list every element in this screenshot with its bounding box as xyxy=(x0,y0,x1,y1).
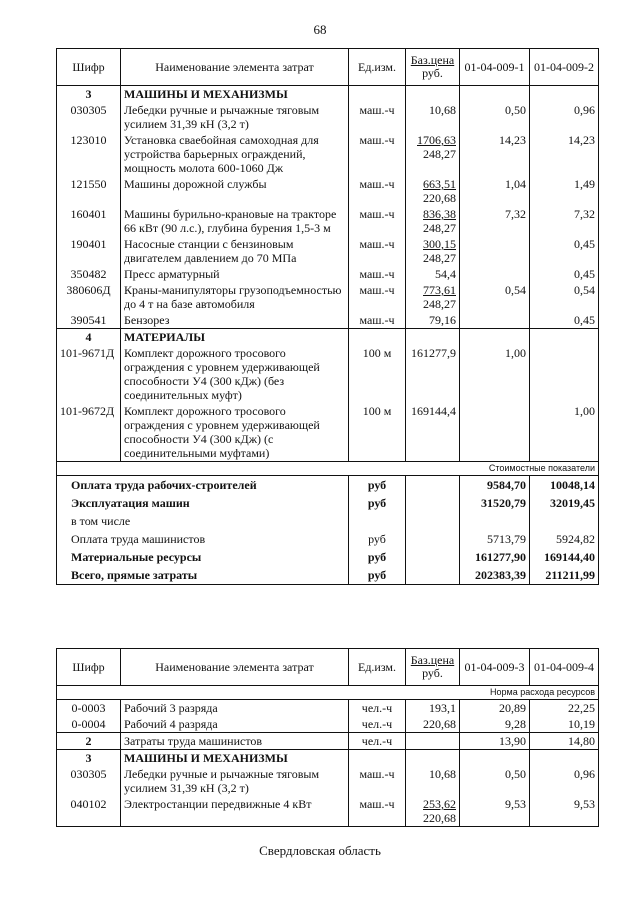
resource-code: 390541 xyxy=(57,312,121,329)
header-col-3: 01-04-009-3 xyxy=(460,649,530,686)
empty-cell xyxy=(460,750,530,767)
section-number: 3 xyxy=(57,750,121,767)
resource-name: Машины дорожной службы xyxy=(121,176,349,206)
header-unit: Ед.изм. xyxy=(349,49,406,86)
resource-row xyxy=(57,766,599,796)
resource-name: Лебедки ручные и рычажные тяговым усилием 31,39 кН (3,2 т) xyxy=(121,766,349,796)
resource-name: Краны-манипуляторы грузоподъемностью до 4 т на базе автомобиля xyxy=(121,282,349,312)
resource-unit: маш.-ч xyxy=(349,312,406,329)
page-number: 68 xyxy=(313,22,327,37)
total-value-1: 31520,79 xyxy=(460,494,530,512)
base-price: 300,15 xyxy=(423,237,456,251)
value-col-1: 13,90 xyxy=(460,733,530,750)
resource-name: Рабочий 3 разряда xyxy=(121,700,349,717)
value-col-2: 0,45 xyxy=(530,236,599,266)
resource-name: Лебедки ручные и рычажные тяговым усилием 31,39 кН (3,2 т) xyxy=(121,102,349,132)
total-label: Эксплуатация машин xyxy=(57,494,349,512)
base-price-cell: 54,4 xyxy=(406,266,460,282)
resource-unit: маш.-ч xyxy=(349,236,406,266)
total-row xyxy=(57,530,599,548)
total-value-1: 161277,90 xyxy=(460,548,530,566)
resource-name: Комплект дорожного тросового ограждения с уровнем удерживающей способности У4 (300 кДж) (без соединительных муфт) xyxy=(121,345,349,403)
resource-row xyxy=(57,312,599,329)
resource-table-1 xyxy=(56,48,599,585)
value-col-2: 1,49 xyxy=(530,176,599,206)
total-unit: руб xyxy=(349,530,406,548)
resource-unit: чел.-ч xyxy=(349,700,406,717)
resource-row xyxy=(57,282,599,312)
resource-row xyxy=(57,132,599,176)
header-unit: Ед.изм. xyxy=(349,649,406,686)
resource-name: Комплект дорожного тросового ограждения с уровнем удерживающей способности У4 (300 кДж) (с соединительными муфтами) xyxy=(121,403,349,462)
base-price: 773,61 xyxy=(423,283,456,297)
resource-unit: маш.-ч xyxy=(349,132,406,176)
base-price-cell: 169144,4 xyxy=(406,403,460,462)
empty-cell xyxy=(406,750,460,767)
empty-cell xyxy=(406,548,460,566)
total-unit: руб xyxy=(349,476,406,495)
base-price-2: 248,27 xyxy=(423,221,456,235)
resource-unit: 100 м xyxy=(349,345,406,403)
total-label: Всего, прямые затраты xyxy=(57,566,349,585)
resource-name: Установка сваебойная самоходная для устройства барьерных ограждений, мощность молота 600-1060 Дж xyxy=(121,132,349,176)
section-number: 2 xyxy=(57,733,121,750)
value-col-2: 0,96 xyxy=(530,766,599,796)
total-unit: руб xyxy=(349,548,406,566)
value-col-2: 1,00 xyxy=(530,403,599,462)
resource-unit: маш.-ч xyxy=(349,282,406,312)
value-col-2 xyxy=(530,345,599,403)
resource-code: 040102 xyxy=(57,796,121,827)
value-col-2: 0,45 xyxy=(530,266,599,282)
norm-label: Норма расхода ресурсов xyxy=(57,686,599,700)
resource-unit: чел.-ч xyxy=(349,733,406,750)
base-price-cell: 79,16 xyxy=(406,312,460,329)
value-col-2: 14,23 xyxy=(530,132,599,176)
resource-unit: чел.-ч xyxy=(349,716,406,733)
resource-code: 121550 xyxy=(57,176,121,206)
base-price: 663,51 xyxy=(423,177,456,191)
base-price-2: 220,68 xyxy=(423,811,456,825)
base-price-2: 248,27 xyxy=(423,251,456,265)
section-row xyxy=(57,329,599,346)
header-code: Шифр xyxy=(57,649,121,686)
empty-cell xyxy=(406,476,460,495)
section-number: 3 xyxy=(57,86,121,103)
section-title: Затраты труда машинистов xyxy=(121,733,349,750)
value-col-2: 10,19 xyxy=(530,716,599,733)
total-label: Оплата труда рабочих-строителей xyxy=(57,476,349,495)
value-col-1: 9,53 xyxy=(460,796,530,827)
total-value-1 xyxy=(460,512,530,530)
resource-row xyxy=(57,345,599,403)
resource-unit: маш.-ч xyxy=(349,102,406,132)
resource-code: 380606Д xyxy=(57,282,121,312)
cost-indicators-label: Стоимостные показатели xyxy=(57,462,599,476)
resource-row xyxy=(57,236,599,266)
base-price-cell xyxy=(406,176,460,206)
resource-code: 0-0004 xyxy=(57,716,121,733)
value-col-2: 7,32 xyxy=(530,206,599,236)
section-number: 4 xyxy=(57,329,121,346)
resource-row xyxy=(57,266,599,282)
base-price-cell xyxy=(406,132,460,176)
empty-cell xyxy=(406,86,460,103)
resource-unit: маш.-ч xyxy=(349,766,406,796)
value-col-2: 0,54 xyxy=(530,282,599,312)
section-title: МАТЕРИАЛЫ xyxy=(121,329,349,346)
value-col-1 xyxy=(460,403,530,462)
resource-code: 030305 xyxy=(57,766,121,796)
total-value-2: 211211,99 xyxy=(530,566,599,585)
total-row xyxy=(57,476,599,495)
resource-name: Насосные станции с бензиновым двигателем давлением до 70 МПа xyxy=(121,236,349,266)
total-row xyxy=(57,548,599,566)
total-row xyxy=(57,512,599,530)
resource-unit: маш.-ч xyxy=(349,206,406,236)
base-price-cell: 161277,9 xyxy=(406,345,460,403)
resource-name: Электростанции передвижные 4 кВт xyxy=(121,796,349,827)
total-value-1: 9584,70 xyxy=(460,476,530,495)
resource-unit: маш.-ч xyxy=(349,176,406,206)
value-col-1: 0,50 xyxy=(460,102,530,132)
value-col-1 xyxy=(460,266,530,282)
resource-code: 350482 xyxy=(57,266,121,282)
resource-name: Рабочий 4 разряда xyxy=(121,716,349,733)
table-header xyxy=(57,49,599,86)
total-value-2 xyxy=(530,512,599,530)
resource-unit: 100 м xyxy=(349,403,406,462)
total-label: Оплата труда машинистов xyxy=(57,530,349,548)
empty-cell xyxy=(349,86,406,103)
empty-cell xyxy=(460,329,530,346)
cost-indicators-row xyxy=(57,462,599,476)
value-col-1: 0,54 xyxy=(460,282,530,312)
header-name: Наименование элемента затрат xyxy=(121,649,349,686)
value-col-2: 0,96 xyxy=(530,102,599,132)
footer-region: Свердловская область xyxy=(259,843,381,858)
base-price-cell xyxy=(406,236,460,266)
resource-row xyxy=(57,403,599,462)
total-value-1: 5713,79 xyxy=(460,530,530,548)
value-col-1: 7,32 xyxy=(460,206,530,236)
value-col-1 xyxy=(460,312,530,329)
total-value-1: 202383,39 xyxy=(460,566,530,585)
total-unit: руб xyxy=(349,566,406,585)
header-name: Наименование элемента затрат xyxy=(121,49,349,86)
total-value-2: 169144,40 xyxy=(530,548,599,566)
value-col-1 xyxy=(460,236,530,266)
base-price: 1706,63 xyxy=(417,133,456,147)
base-price-2: 248,27 xyxy=(423,147,456,161)
section-title: МАШИНЫ И МЕХАНИЗМЫ xyxy=(121,86,349,103)
empty-cell xyxy=(530,750,599,767)
empty-cell xyxy=(349,329,406,346)
base-price-cell: 10,68 xyxy=(406,766,460,796)
empty-cell xyxy=(530,86,599,103)
resource-unit: маш.-ч xyxy=(349,266,406,282)
header-col-2: 01-04-009-2 xyxy=(530,49,599,86)
resource-name: Бензорез xyxy=(121,312,349,329)
empty-cell xyxy=(406,530,460,548)
empty-cell xyxy=(406,494,460,512)
table-header xyxy=(57,649,599,686)
empty-cell xyxy=(406,512,460,530)
empty-cell xyxy=(460,86,530,103)
base-price-cell xyxy=(406,282,460,312)
resource-code: 0-0003 xyxy=(57,700,121,717)
resource-row xyxy=(57,716,599,733)
resource-code: 030305 xyxy=(57,102,121,132)
resource-unit: маш.-ч xyxy=(349,796,406,827)
resource-code: 101-9671Д xyxy=(57,345,121,403)
base-price: 836,38 xyxy=(423,207,456,221)
norm-label-row xyxy=(57,686,599,700)
header-col-4: 01-04-009-4 xyxy=(530,649,599,686)
header-code: Шифр xyxy=(57,49,121,86)
total-unit xyxy=(349,512,406,530)
total-label: Материальные ресурсы xyxy=(57,548,349,566)
resource-row xyxy=(57,206,599,236)
base-price-2: 248,27 xyxy=(423,297,456,311)
value-col-1: 9,28 xyxy=(460,716,530,733)
total-label: в том числе xyxy=(57,512,349,530)
base-price-2: 220,68 xyxy=(423,191,456,205)
section-row xyxy=(57,733,599,750)
section-row xyxy=(57,750,599,767)
section-title: МАШИНЫ И МЕХАНИЗМЫ xyxy=(121,750,349,767)
resource-code: 160401 xyxy=(57,206,121,236)
base-price-cell: 220,68 xyxy=(406,716,460,733)
empty-cell xyxy=(406,566,460,585)
total-row xyxy=(57,494,599,512)
total-unit: руб xyxy=(349,494,406,512)
resource-code: 190401 xyxy=(57,236,121,266)
empty-cell xyxy=(406,733,460,750)
total-value-2: 10048,14 xyxy=(530,476,599,495)
base-price-cell: 10,68 xyxy=(406,102,460,132)
total-row xyxy=(57,566,599,585)
header-base-price: Баз.цена руб. xyxy=(406,649,460,686)
value-col-2: 14,80 xyxy=(530,733,599,750)
header-col-1: 01-04-009-1 xyxy=(460,49,530,86)
resource-code: 123010 xyxy=(57,132,121,176)
resource-name: Машины бурильно-крановые на тракторе 66 кВт (90 л.с.), глубина бурения 1,5-3 м xyxy=(121,206,349,236)
total-value-2: 5924,82 xyxy=(530,530,599,548)
section-row xyxy=(57,86,599,103)
base-price-cell xyxy=(406,796,460,827)
value-col-1: 1,00 xyxy=(460,345,530,403)
header-base-price: Баз.цена руб. xyxy=(406,49,460,86)
base-price-cell xyxy=(406,206,460,236)
resource-row xyxy=(57,700,599,717)
value-col-2: 0,45 xyxy=(530,312,599,329)
value-col-1: 20,89 xyxy=(460,700,530,717)
value-col-1: 14,23 xyxy=(460,132,530,176)
value-col-2: 9,53 xyxy=(530,796,599,827)
total-value-2: 32019,45 xyxy=(530,494,599,512)
value-col-1: 0,50 xyxy=(460,766,530,796)
resource-name: Пресс арматурный xyxy=(121,266,349,282)
resource-row xyxy=(57,102,599,132)
base-price: 253,62 xyxy=(423,797,456,811)
resource-row xyxy=(57,796,599,827)
base-price-cell: 193,1 xyxy=(406,700,460,717)
value-col-1: 1,04 xyxy=(460,176,530,206)
empty-cell xyxy=(349,750,406,767)
value-col-2: 22,25 xyxy=(530,700,599,717)
resource-code: 101-9672Д xyxy=(57,403,121,462)
resource-table-2 xyxy=(56,648,599,827)
resource-row xyxy=(57,176,599,206)
empty-cell xyxy=(406,329,460,346)
empty-cell xyxy=(530,329,599,346)
